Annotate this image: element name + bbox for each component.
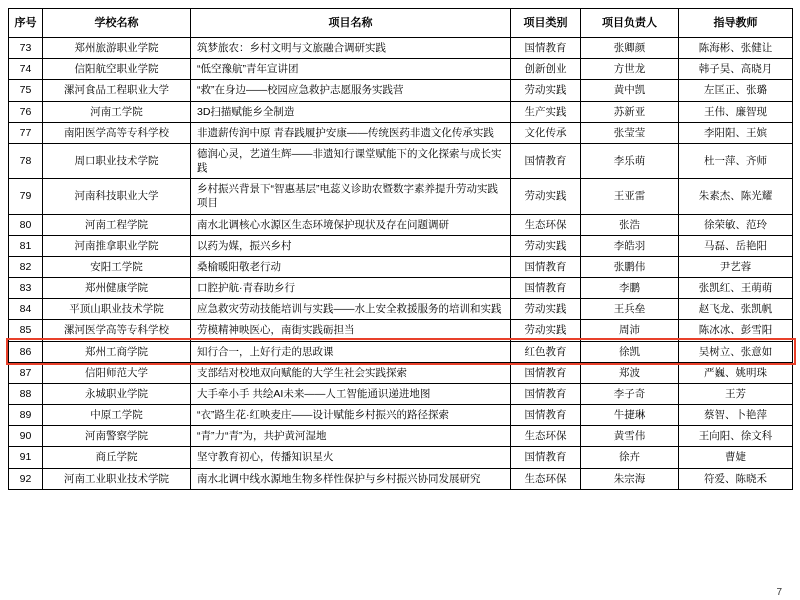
table-row xyxy=(9,447,793,468)
cell-category: 劳动实践 xyxy=(511,235,581,256)
cell-category: 生态环保 xyxy=(511,426,581,447)
cell-advisor: 陈海彬、张健让 xyxy=(679,38,793,59)
cell-index: 86 xyxy=(9,341,43,362)
table-header xyxy=(9,9,793,38)
table-body xyxy=(9,38,793,490)
cell-category: 国情教育 xyxy=(511,256,581,277)
cell-index: 82 xyxy=(9,256,43,277)
cell-school: 郑州工商学院 xyxy=(43,341,191,362)
table-row xyxy=(9,341,793,362)
cell-project: 筑梦旅农：乡村文明与文旅融合调研实践 xyxy=(191,38,511,59)
cell-category: 劳动实践 xyxy=(511,80,581,101)
table-row xyxy=(9,299,793,320)
table-row xyxy=(9,320,793,341)
cell-advisor: 徐荣敏、范玲 xyxy=(679,214,793,235)
cell-advisor: 王芳 xyxy=(679,383,793,404)
cell-leader: 黄雪伟 xyxy=(581,426,679,447)
cell-project: “低空豫航”青年宣讲团 xyxy=(191,59,511,80)
table-row xyxy=(9,468,793,489)
cell-advisor: 尹艺蓉 xyxy=(679,256,793,277)
cell-index: 90 xyxy=(9,426,43,447)
column-header-category: 项目类别 xyxy=(511,9,581,38)
cell-category: 生产实践 xyxy=(511,101,581,122)
cell-project: 3D扫描赋能乡全制造 xyxy=(191,101,511,122)
cell-category: 创新创业 xyxy=(511,59,581,80)
table-row xyxy=(9,38,793,59)
column-header-leader: 项目负责人 xyxy=(581,9,679,38)
cell-category: 国情教育 xyxy=(511,405,581,426)
column-header-project: 项目名称 xyxy=(191,9,511,38)
cell-index: 77 xyxy=(9,122,43,143)
cell-index: 73 xyxy=(9,38,43,59)
table-row xyxy=(9,405,793,426)
cell-leader: 徐凯 xyxy=(581,341,679,362)
cell-advisor: 杜一萍、齐师 xyxy=(679,143,793,178)
cell-advisor: 李阳阳、王嫔 xyxy=(679,122,793,143)
cell-leader: 方世龙 xyxy=(581,59,679,80)
table-row xyxy=(9,59,793,80)
cell-index: 78 xyxy=(9,143,43,178)
cell-project: 德润心灵，艺道生辉——非遗知行课堂赋能下的文化探索与成长实践 xyxy=(191,143,511,178)
cell-category: 国情教育 xyxy=(511,278,581,299)
column-header-school: 学校名称 xyxy=(43,9,191,38)
cell-school: 信阳师范大学 xyxy=(43,362,191,383)
cell-index: 84 xyxy=(9,299,43,320)
cell-leader: 李乐萌 xyxy=(581,143,679,178)
cell-project: 知行合一，上好行走的思政课 xyxy=(191,341,511,362)
table-row xyxy=(9,80,793,101)
cell-advisor: 马磊、岳艳阳 xyxy=(679,235,793,256)
cell-project: 非遗薪传润中原 青春践履护安康——传统医药非遗文化传承实践 xyxy=(191,122,511,143)
cell-project: 坚守教育初心，传播知识星火 xyxy=(191,447,511,468)
cell-school: 中原工学院 xyxy=(43,405,191,426)
cell-school: 郑州健康学院 xyxy=(43,278,191,299)
column-header-index: 序号 xyxy=(9,9,43,38)
cell-index: 80 xyxy=(9,214,43,235)
cell-index: 76 xyxy=(9,101,43,122)
cell-leader: 李皓羽 xyxy=(581,235,679,256)
cell-leader: 郑波 xyxy=(581,362,679,383)
cell-school: 周口职业技术学院 xyxy=(43,143,191,178)
cell-index: 92 xyxy=(9,468,43,489)
cell-advisor: 王向阳、徐文科 xyxy=(679,426,793,447)
cell-project: “救”在身边——校园应急救护志愿服务实践营 xyxy=(191,80,511,101)
table-row xyxy=(9,214,793,235)
cell-project: 乡村振兴背景下“智惠基层”电蕊义诊助农暨数字素养提升劳动实践项目 xyxy=(191,179,511,214)
cell-leader: 王兵垒 xyxy=(581,299,679,320)
cell-index: 81 xyxy=(9,235,43,256)
cell-index: 79 xyxy=(9,179,43,214)
cell-category: 文化传承 xyxy=(511,122,581,143)
cell-index: 74 xyxy=(9,59,43,80)
cell-advisor: 吴树立、张意如 xyxy=(679,341,793,362)
cell-project: 劳模精神映医心，南街实践砺担当 xyxy=(191,320,511,341)
cell-school: 永城职业学院 xyxy=(43,383,191,404)
cell-index: 75 xyxy=(9,80,43,101)
table-row xyxy=(9,278,793,299)
cell-index: 91 xyxy=(9,447,43,468)
cell-school: 漯河食品工程职业大学 xyxy=(43,80,191,101)
cell-index: 89 xyxy=(9,405,43,426)
cell-category: 劳动实践 xyxy=(511,179,581,214)
cell-project: 大手牵小手 共绘AI未来——人工智能通识递进地图 xyxy=(191,383,511,404)
project-list-table xyxy=(8,8,793,490)
cell-leader: 张莹莹 xyxy=(581,122,679,143)
cell-project: 应急救灾劳动技能培训与实践——水上安全救援服务的培训和实践 xyxy=(191,299,511,320)
cell-advisor: 曹婕 xyxy=(679,447,793,468)
cell-category: 国情教育 xyxy=(511,383,581,404)
cell-leader: 王亚雷 xyxy=(581,179,679,214)
cell-school: 南阳医学高等专科学校 xyxy=(43,122,191,143)
cell-school: 平顶山职业技术学院 xyxy=(43,299,191,320)
cell-advisor: 蔡智、卜艳萍 xyxy=(679,405,793,426)
table-row xyxy=(9,256,793,277)
cell-leader: 张浩 xyxy=(581,214,679,235)
cell-category: 红色教育 xyxy=(511,341,581,362)
cell-project: “青”力“青”为，共护黄河湿地 xyxy=(191,426,511,447)
cell-advisor: 符爱、陈晓禾 xyxy=(679,468,793,489)
cell-category: 生态环保 xyxy=(511,468,581,489)
cell-project: 南水北调核心水源区生态环境保护现状及存在问题调研 xyxy=(191,214,511,235)
cell-leader: 李鹏 xyxy=(581,278,679,299)
column-header-advisor: 指导教师 xyxy=(679,9,793,38)
table-row xyxy=(9,383,793,404)
cell-school: 河南工业职业技术学院 xyxy=(43,468,191,489)
cell-project: “衣”路生花·红映麦庄——设计赋能乡村振兴的路径探索 xyxy=(191,405,511,426)
cell-advisor: 陈冰冰、彭雪阳 xyxy=(679,320,793,341)
cell-school: 河南警察学院 xyxy=(43,426,191,447)
table-row xyxy=(9,101,793,122)
cell-advisor: 左匡正、张璐 xyxy=(679,80,793,101)
cell-advisor: 朱素杰、陈光耀 xyxy=(679,179,793,214)
cell-project: 南水北调中线水源地生物多样性保护与乡村振兴协同发展研究 xyxy=(191,468,511,489)
cell-category: 生态环保 xyxy=(511,214,581,235)
table-row xyxy=(9,362,793,383)
cell-leader: 牛捷琳 xyxy=(581,405,679,426)
table-row xyxy=(9,179,793,214)
cell-advisor: 严巍、姚明珠 xyxy=(679,362,793,383)
cell-school: 漯河医学高等专科学校 xyxy=(43,320,191,341)
table-row xyxy=(9,122,793,143)
cell-school: 信阳航空职业学院 xyxy=(43,59,191,80)
cell-leader: 李子奇 xyxy=(581,383,679,404)
cell-leader: 周沛 xyxy=(581,320,679,341)
cell-leader: 张卿颜 xyxy=(581,38,679,59)
cell-category: 国情教育 xyxy=(511,447,581,468)
cell-project: 口腔护航·青春助乡行 xyxy=(191,278,511,299)
cell-leader: 黄中凯 xyxy=(581,80,679,101)
table-row xyxy=(9,426,793,447)
cell-category: 国情教育 xyxy=(511,362,581,383)
cell-advisor: 赵飞龙、张凯帆 xyxy=(679,299,793,320)
table-row xyxy=(9,143,793,178)
cell-school: 商丘学院 xyxy=(43,447,191,468)
cell-project: 支部结对校地双向赋能的大学生社会实践探索 xyxy=(191,362,511,383)
cell-school: 河南工程学院 xyxy=(43,214,191,235)
cell-school: 河南科技职业大学 xyxy=(43,179,191,214)
cell-school: 安阳工学院 xyxy=(43,256,191,277)
cell-leader: 徐卉 xyxy=(581,447,679,468)
cell-index: 85 xyxy=(9,320,43,341)
cell-index: 88 xyxy=(9,383,43,404)
cell-category: 劳动实践 xyxy=(511,320,581,341)
cell-leader: 苏新亚 xyxy=(581,101,679,122)
table-header-row xyxy=(9,9,793,38)
cell-index: 87 xyxy=(9,362,43,383)
cell-category: 劳动实践 xyxy=(511,299,581,320)
cell-leader: 张鹏伟 xyxy=(581,256,679,277)
cell-leader: 朱宗海 xyxy=(581,468,679,489)
cell-category: 国情教育 xyxy=(511,143,581,178)
cell-project: 以药为媒，振兴乡村 xyxy=(191,235,511,256)
cell-index: 83 xyxy=(9,278,43,299)
cell-school: 郑州旅游职业学院 xyxy=(43,38,191,59)
cell-category: 国情教育 xyxy=(511,38,581,59)
cell-project: 桑榆暖阳敬老行动 xyxy=(191,256,511,277)
cell-advisor: 张凯红、王萌萌 xyxy=(679,278,793,299)
cell-advisor: 王伟、廉智现 xyxy=(679,101,793,122)
cell-advisor: 韩子昊、高晓月 xyxy=(679,59,793,80)
cell-school: 河南推拿职业学院 xyxy=(43,235,191,256)
cell-school: 河南工学院 xyxy=(43,101,191,122)
page-number: 7 xyxy=(776,587,782,598)
table-row xyxy=(9,235,793,256)
